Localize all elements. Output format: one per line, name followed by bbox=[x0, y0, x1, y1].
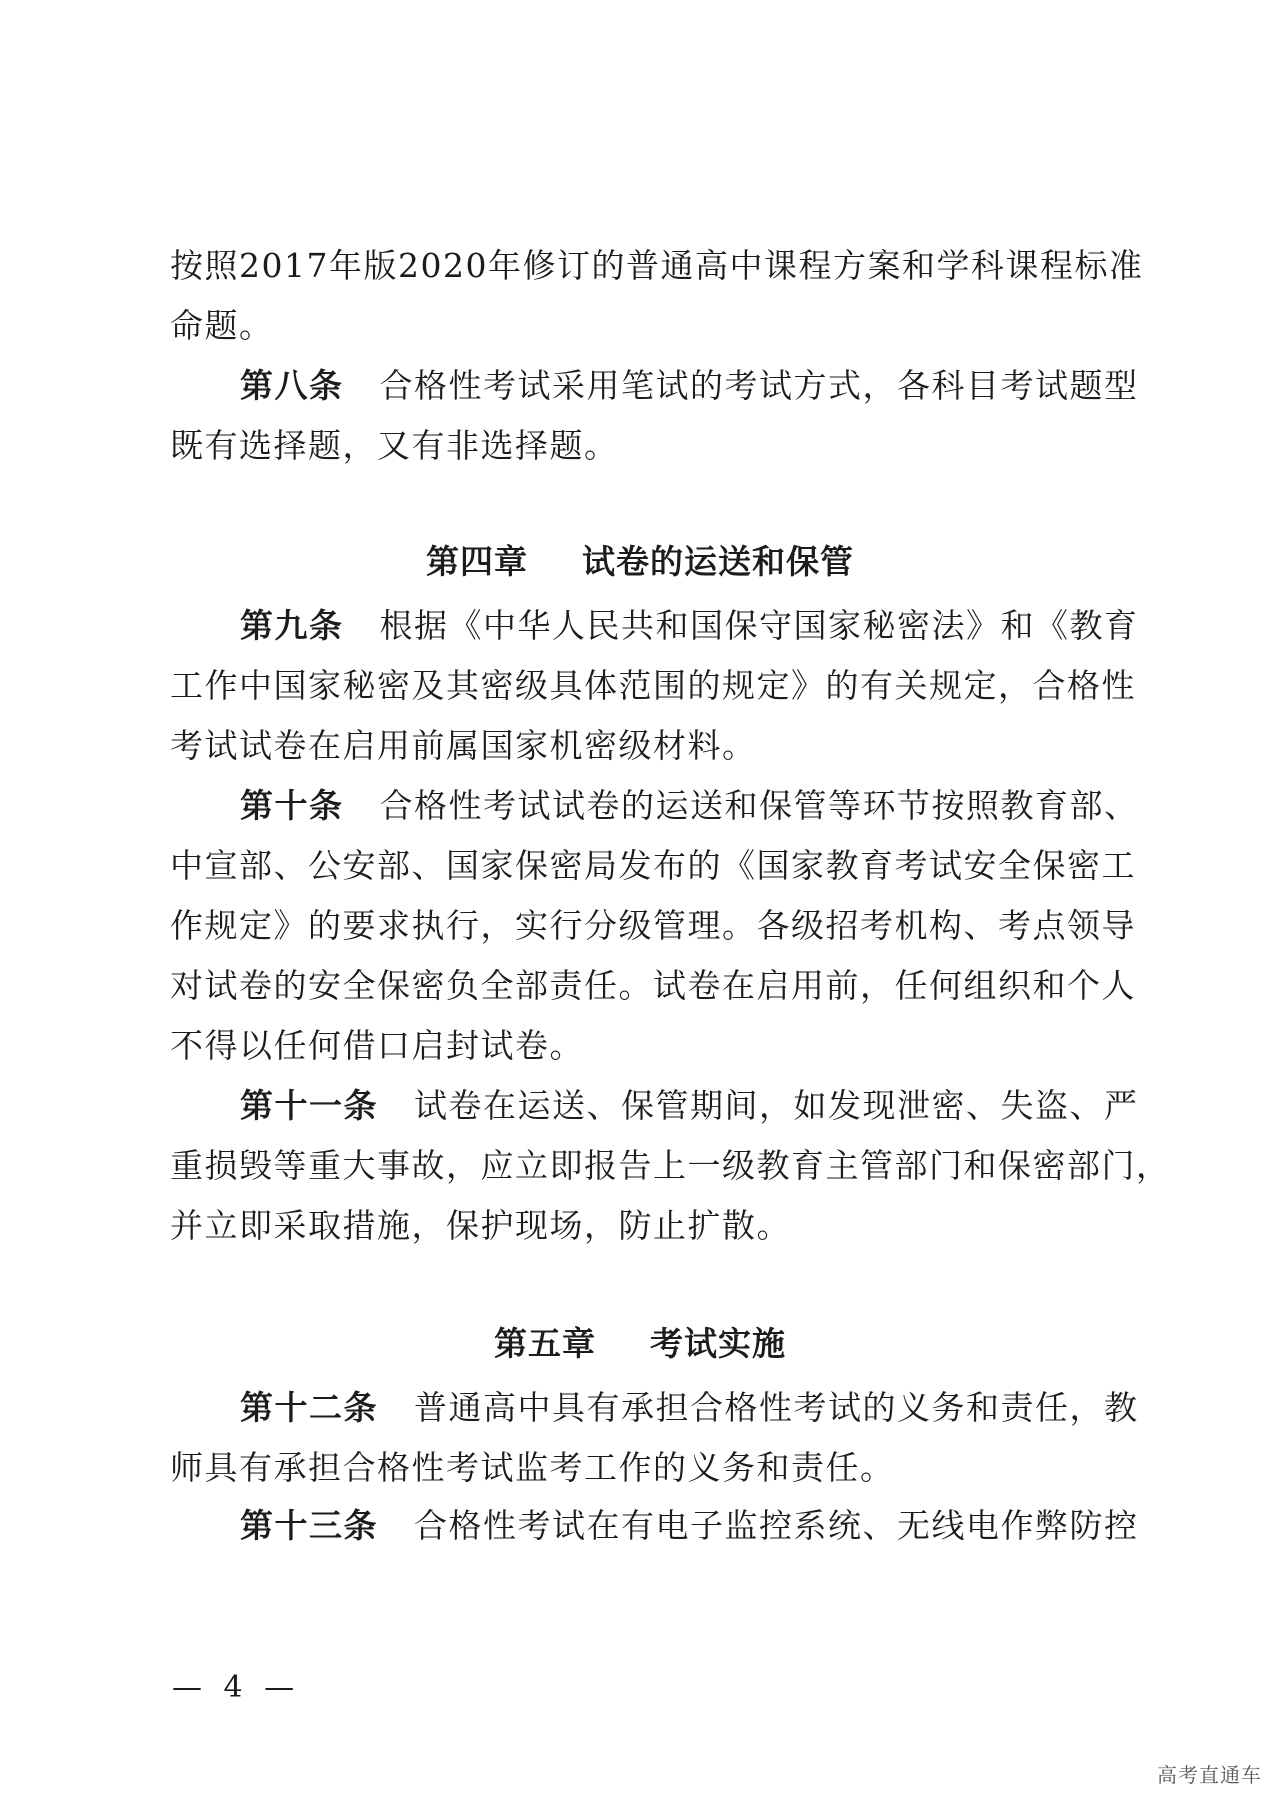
paragraph-line: 试卷在运送、保管期间，如发现泄密、失盗、严 bbox=[414, 1086, 1139, 1125]
article-11 bbox=[170, 1076, 1171, 1256]
article-12 bbox=[170, 1378, 1139, 1498]
article-title: 第十三条 bbox=[240, 1506, 378, 1545]
paragraph-line: 合格性考试在有电子监控系统、无线电作弊防控 bbox=[414, 1506, 1139, 1545]
continuation-paragraph bbox=[170, 236, 1144, 356]
paragraph-line: 命题。 bbox=[170, 306, 274, 345]
paragraph-line: 根据《中华人民共和国保守国家秘密法》和《教育 bbox=[379, 606, 1139, 645]
article-8 bbox=[170, 356, 1139, 476]
article-title: 第八条 bbox=[240, 366, 344, 405]
article-title: 第十一条 bbox=[240, 1086, 378, 1125]
chapter-title: 考试实施 bbox=[650, 1324, 786, 1363]
article-13 bbox=[170, 1496, 1139, 1556]
paragraph-line: 既有选择题，又有非选择题。 bbox=[170, 426, 619, 465]
paragraph-line: 按照2017年版2020年修订的普通高中课程方案和学科课程标准 bbox=[170, 246, 1144, 285]
paragraph-line: 不得以任何借口启封试卷。 bbox=[170, 1026, 584, 1065]
paragraph-line: 重损毁等重大事故，应立即报告上一级教育主管部门和保密部门， bbox=[170, 1146, 1171, 1185]
paragraph-line: 作规定》的要求执行，实行分级管理。各级招考机构、考点领导 bbox=[170, 906, 1136, 945]
chapter-number: 第四章 bbox=[426, 542, 528, 581]
paragraph-line: 合格性考试采用笔试的考试方式，各科目考试题型 bbox=[379, 366, 1139, 405]
paragraph-line: 考试试卷在启用前属国家机密级材料。 bbox=[170, 726, 757, 765]
article-9 bbox=[170, 596, 1139, 776]
article-title: 第九条 bbox=[240, 606, 344, 645]
paragraph-line: 师具有承担合格性考试监考工作的义务和责任。 bbox=[170, 1448, 895, 1487]
paragraph-line: 对试卷的安全保密负全部责任。试卷在启用前，任何组织和个人 bbox=[170, 966, 1136, 1005]
chapter-heading-4 bbox=[170, 532, 1110, 592]
page-number: — 4 — bbox=[172, 1670, 301, 1705]
article-title: 第十条 bbox=[240, 786, 344, 825]
watermark-label: 高考直通车 bbox=[1157, 1763, 1262, 1787]
paragraph-line: 中宣部、公安部、国家保密局发布的《国家教育考试安全保密工 bbox=[170, 846, 1136, 885]
chapter-number: 第五章 bbox=[494, 1324, 596, 1363]
chapter-heading-5 bbox=[170, 1314, 1110, 1374]
paragraph-line: 合格性考试试卷的运送和保管等环节按照教育部、 bbox=[379, 786, 1139, 825]
article-title: 第十二条 bbox=[240, 1388, 378, 1427]
paragraph-line: 并立即采取措施，保护现场，防止扩散。 bbox=[170, 1206, 791, 1245]
paragraph-line: 普通高中具有承担合格性考试的义务和责任，教 bbox=[414, 1388, 1139, 1427]
chapter-title: 试卷的运送和保管 bbox=[582, 542, 854, 581]
article-10 bbox=[170, 776, 1139, 1076]
paragraph-line: 工作中国家秘密及其密级具体范围的规定》的有关规定，合格性 bbox=[170, 666, 1136, 705]
